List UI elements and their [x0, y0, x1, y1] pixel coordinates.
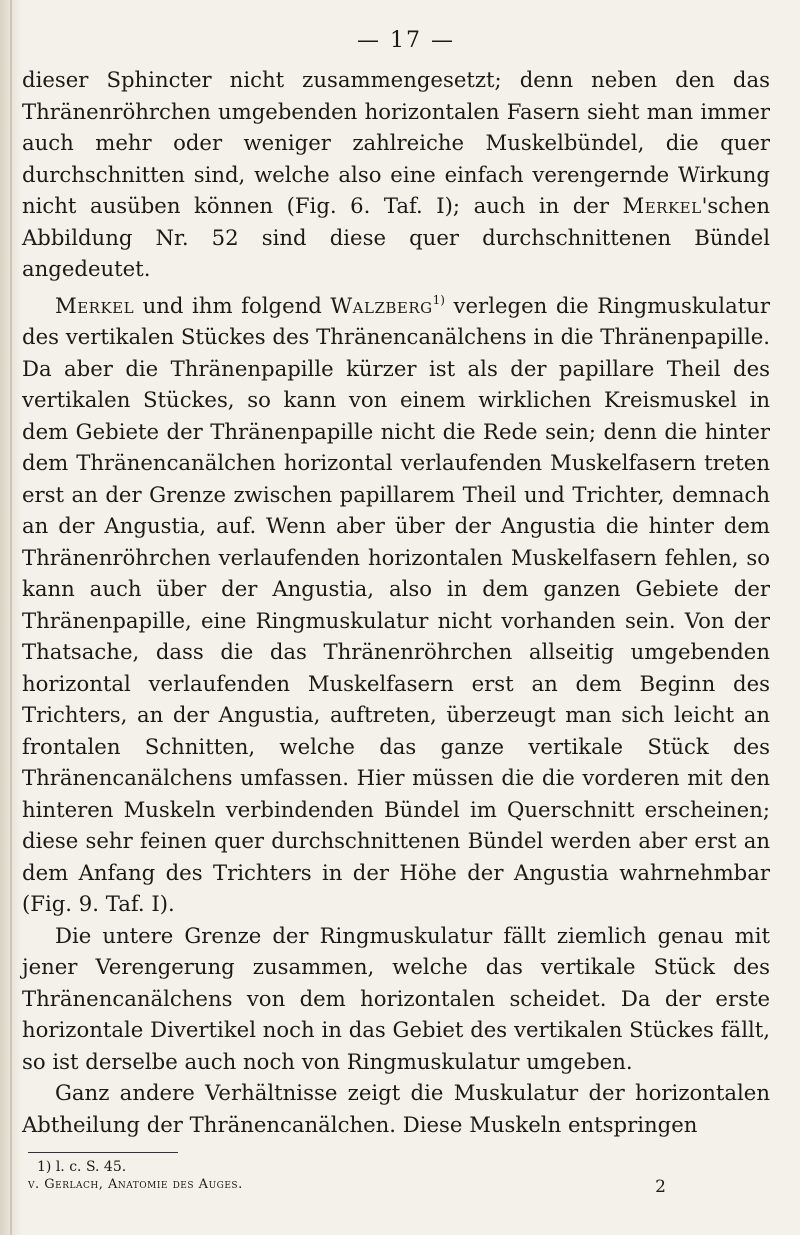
- author-name-merkel: Merkel: [622, 193, 702, 218]
- paragraph-2: Merkel und ihm folgend Walzberg$^{1)}$ verlegen die Ringmuskulatur des vertikalen Stückes des Thränencanälchens in die Thränenpapille. Da aber die Thränenpapille kürzer ist als der papillare Theil des vertikalen Stückes, so kann von einem wirklichen Kreismuskel in dem Gebiete der Thränenpapille nicht die Rede sein; denn die hinter dem Thränencanälchen horizontal verlaufenden Muskelfasern treten erst an der Grenze zwischen papillarem Theil und Trichter, demnach an der Angustia, auf. Wenn aber über der Angustia die hinter dem Thränenröhrchen verlaufenden horizontalen Muskelfasern fehlen, so kann auch über der Angustia, also in dem ganzen Gebiete der Thränenpapille, eine Ringmuskulatur nicht vorhanden sein. Von der Thatsache, dass die das Thränenröhrchen allseitig umgebenden horizontal verlaufenden Muskelfasern erst an dem Beginn des Trichters, an der Angustia, auftreten, überzeugt man sich leicht an frontalen Schnitten, welche das ganze vertikale Stück des Thränencanälchens umfassen. Hier müssen die die vorderen mit den hinteren Muskeln verbindenden Bündel im Querschnitt erscheinen; diese sehr feinen quer durchschnittenen Bündel werden aber erst an dem Anfang des Trichters in der Höhe der Angustia wahrnehmbar (Fig. 9. Taf. I).: [22, 292, 770, 916]
- paragraph-4: Ganz andere Verhältnisse zeigt die Muskulatur der horizontalen Abtheilung der Thränencanälchen. Diese Muskeln entspringen: [22, 1080, 770, 1137]
- footnote: 1) l. c. S. 45.: [37, 1159, 127, 1175]
- paragraph-1: dieser Sphincter nicht zusammengesetzt; denn neben den das Thränenröhrchen umgebenden horizontalen Fasern sieht man immer auch mehr oder weniger zahlreiche Muskelbündel, die quer durchschnitten sind, welche also eine einfach verengernde Wirkung nicht ausüben können (Fig. 6. Taf. I); auch in der Merkel'schen Abbildung Nr. 52 sind diese quer durchschnittenen Bündel angedeutet.: [22, 67, 770, 281]
- author-name-merkel: Merkel: [55, 292, 135, 318]
- signature-number: 2: [655, 1177, 666, 1197]
- paragraph-3: Die untere Grenze der Ringmuskulatur fällt ziemlich genau mit jener Verengerung zusammen, welche das vertikale Stück des Thränencanälchens von dem horizontalen scheidet. Da der erste horizontale Divertikel noch in das Gebiet des vertikalen Stückes fällt, so ist derselbe auch noch von Ringmuskulatur umgeben.: [22, 922, 770, 1074]
- author-name-walzberg: Walzberg: [330, 292, 433, 318]
- binding-gutter-line: [10, 0, 12, 1235]
- signature-line: [28, 1177, 666, 1197]
- footnote-ref: 1): [432, 292, 445, 307]
- body-text: [22, 64, 770, 1140]
- signature-title: v. Gerlach, Anatomie des Auges.: [28, 1177, 243, 1192]
- book-page: [22, 28, 770, 1197]
- page-number: — 17 —: [357, 28, 455, 53]
- footnote-divider: [28, 1152, 178, 1153]
